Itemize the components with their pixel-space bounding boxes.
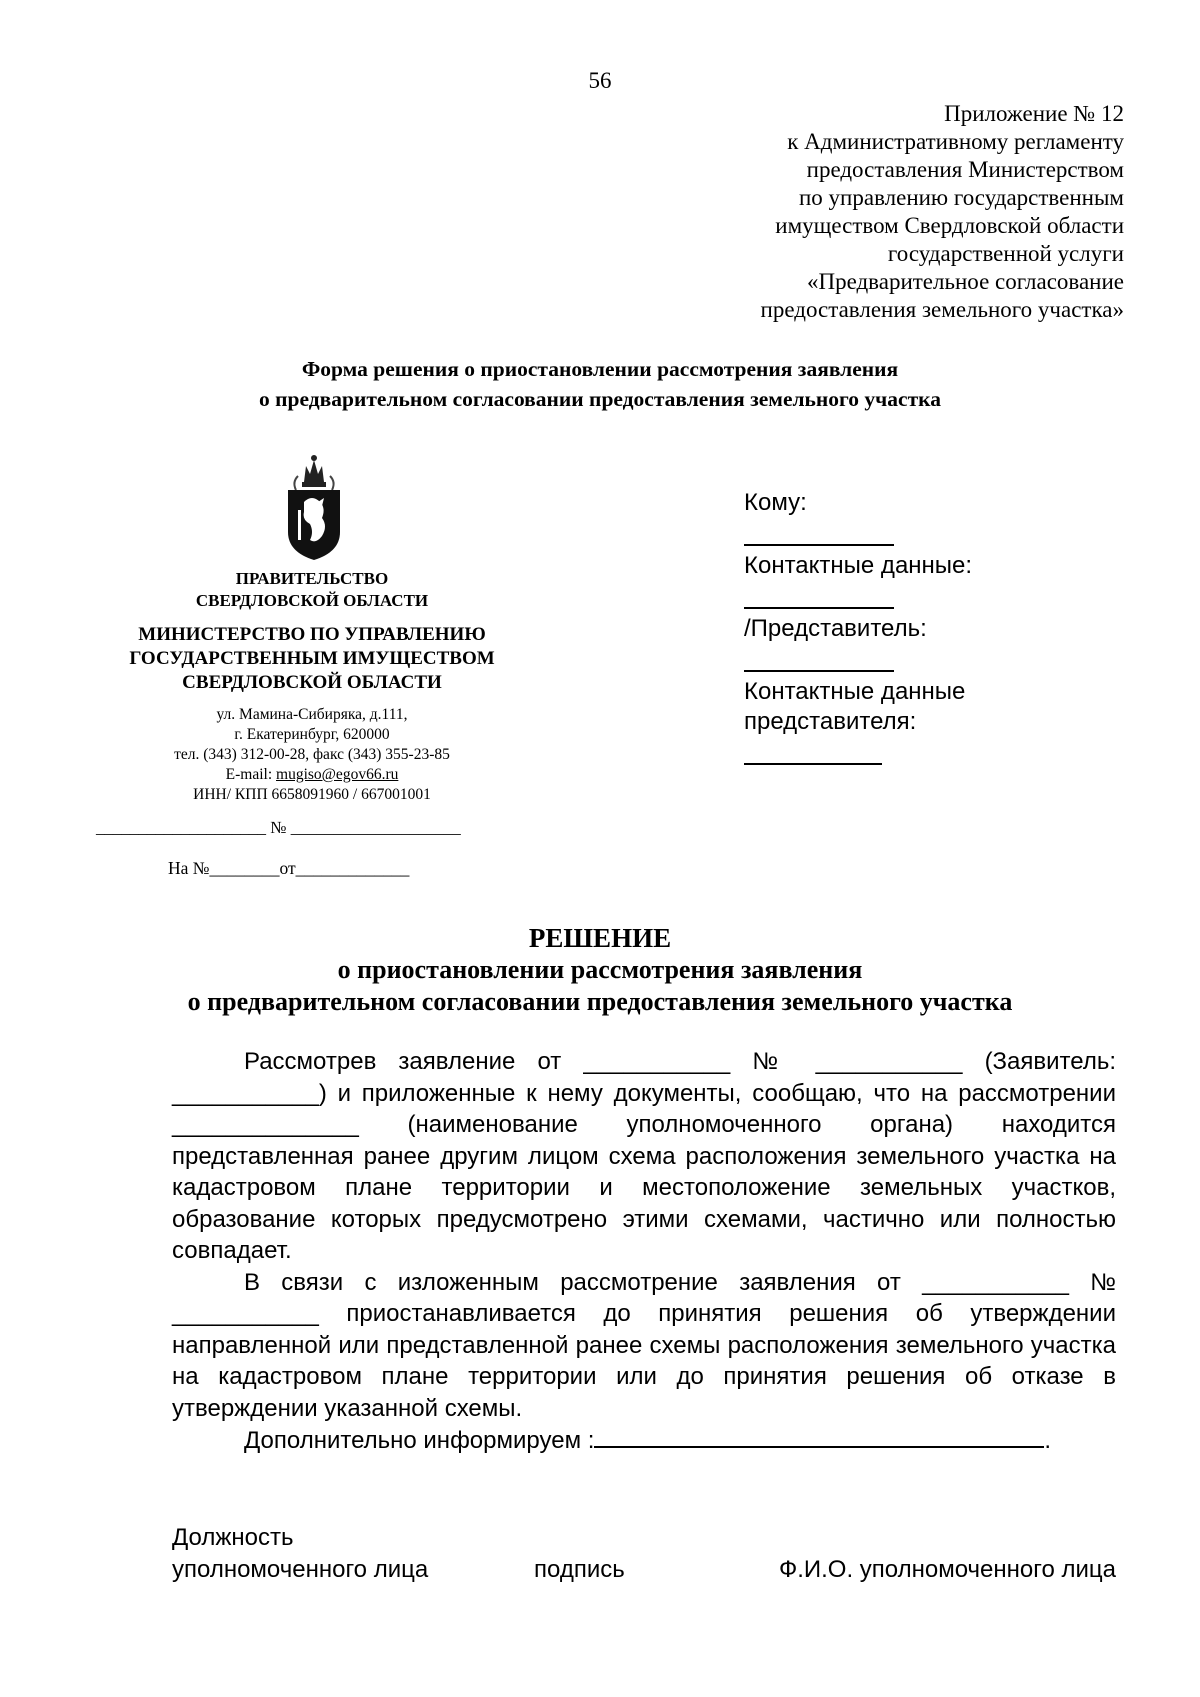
signature-row-1 xyxy=(172,1522,1116,1554)
addressee-contacts-blank xyxy=(744,581,972,614)
appendix-line: «Предварительное согласование xyxy=(806,269,1124,294)
body-paragraph-3 xyxy=(172,1424,1116,1457)
appendix-line: Приложение № 12 xyxy=(944,101,1124,126)
form-title-line2: о предварительном согласовании предоставления земельного участка xyxy=(259,387,941,411)
decision-title: РЕШЕНИЕ xyxy=(528,923,672,953)
signature-block xyxy=(172,1522,1116,1586)
address-city: г. Екатеринбург, 620000 xyxy=(234,726,390,743)
registration-number-line: ____________________ № ____________________ xyxy=(96,818,461,837)
appendix-line: предоставления земельного участка» xyxy=(760,297,1124,322)
ministry-name xyxy=(92,623,532,695)
representative-label: /Представитель: xyxy=(744,615,927,642)
address-phone: тел. (343) 312-00-28, факс (343) 355-23-85 xyxy=(174,746,450,763)
appendix-line: государственной услуги xyxy=(887,241,1124,266)
email-label: E-mail: xyxy=(225,766,277,783)
appendix-line: предоставления Министерством xyxy=(806,157,1124,182)
ministry-address xyxy=(112,705,512,805)
addressee-contacts-label: Контактные данные: xyxy=(744,552,973,579)
sverdlovsk-coat-of-arms-icon xyxy=(282,452,346,562)
appendix-header xyxy=(524,100,1124,324)
address-street: ул. Мамина-Сибиряка, д.111, xyxy=(216,706,408,723)
body-paragraph-1: Рассмотрев заявление от ___________ № ___________ (Заявитель: ___________) и приложенные к нему документы, сообщаю, что на рассмотрении ______________ (наименование уполномоченного органа) находится представленная ранее другим лицом схема расположения земельного участка на кадастровом плане территории и местоположение земельных участков, образование которых предусмотрено этими схемами, частично или полностью совпадает. xyxy=(172,1048,1116,1264)
representative-contacts-label-2: представителя: xyxy=(744,708,917,735)
additional-info-blank xyxy=(594,1424,1044,1448)
signature-position-label-2: уполномоченного лица xyxy=(172,1556,429,1583)
signature-sign-label: подпись xyxy=(534,1556,625,1583)
ministry-line: МИНИСТЕРСТВО ПО УПРАВЛЕНИЮ xyxy=(138,624,486,645)
government-line: СВЕРДЛОВСКОЙ ОБЛАСТИ xyxy=(195,591,429,610)
decision-subtitle-2: о предварительном согласовании предоставления земельного участка xyxy=(187,987,1013,1016)
signature-row-2 xyxy=(172,1554,1116,1586)
decision-body xyxy=(172,1046,1116,1457)
appendix-line: к Административному регламенту xyxy=(787,129,1124,154)
ministry-line: СВЕРДЛОВСКОЙ ОБЛАСТИ xyxy=(182,672,442,693)
decision-subtitle-1: о приостановлении рассмотрения заявления xyxy=(337,955,863,984)
addressee-block xyxy=(744,488,972,770)
addressee-to-label: Кому: xyxy=(744,489,807,516)
signature-position-label: Должность xyxy=(172,1524,294,1551)
government-name xyxy=(112,568,512,612)
appendix-line: имуществом Свердловской области xyxy=(775,213,1124,238)
reference-number-line: На №________от_____________ xyxy=(168,858,410,878)
email-link[interactable]: mugiso@egov66.ru xyxy=(276,766,399,783)
representative-contacts-label: Контактные данные xyxy=(744,678,966,705)
address-inn: ИНН/ КПП 6658091960 / 667001001 xyxy=(193,786,431,803)
additional-info-label: Дополнительно информируем : xyxy=(244,1427,595,1454)
address-email-row xyxy=(112,765,512,785)
decision-heading xyxy=(0,922,1200,1018)
signature-name-label: Ф.И.О. уполномоченного лица xyxy=(778,1556,1116,1583)
form-title-line1: Форма решения о приостановлении рассмотрения заявления xyxy=(301,357,899,381)
form-title xyxy=(0,354,1200,414)
body-paragraph-2: В связи с изложенным рассмотрение заявления от ___________ № ___________ приостанавливается до принятия решения об утверждении направленной или представленной ранее схемы расположения земельного участка на кадастровом плане территории или до принятия решения об отказе в утверждении указанной схемы. xyxy=(172,1268,1116,1422)
ministry-line: ГОСУДАРСТВЕННЫМ ИМУЩЕСТВОМ xyxy=(129,648,495,669)
representative-blank xyxy=(744,644,972,677)
additional-info-end: . xyxy=(1044,1427,1052,1454)
page-number: 56 xyxy=(588,68,612,93)
representative-contacts-blank xyxy=(744,737,972,770)
addressee-to-blank xyxy=(744,518,972,551)
government-line: ПРАВИТЕЛЬСТВО xyxy=(235,569,389,588)
appendix-line: по управлению государственным xyxy=(799,185,1124,210)
